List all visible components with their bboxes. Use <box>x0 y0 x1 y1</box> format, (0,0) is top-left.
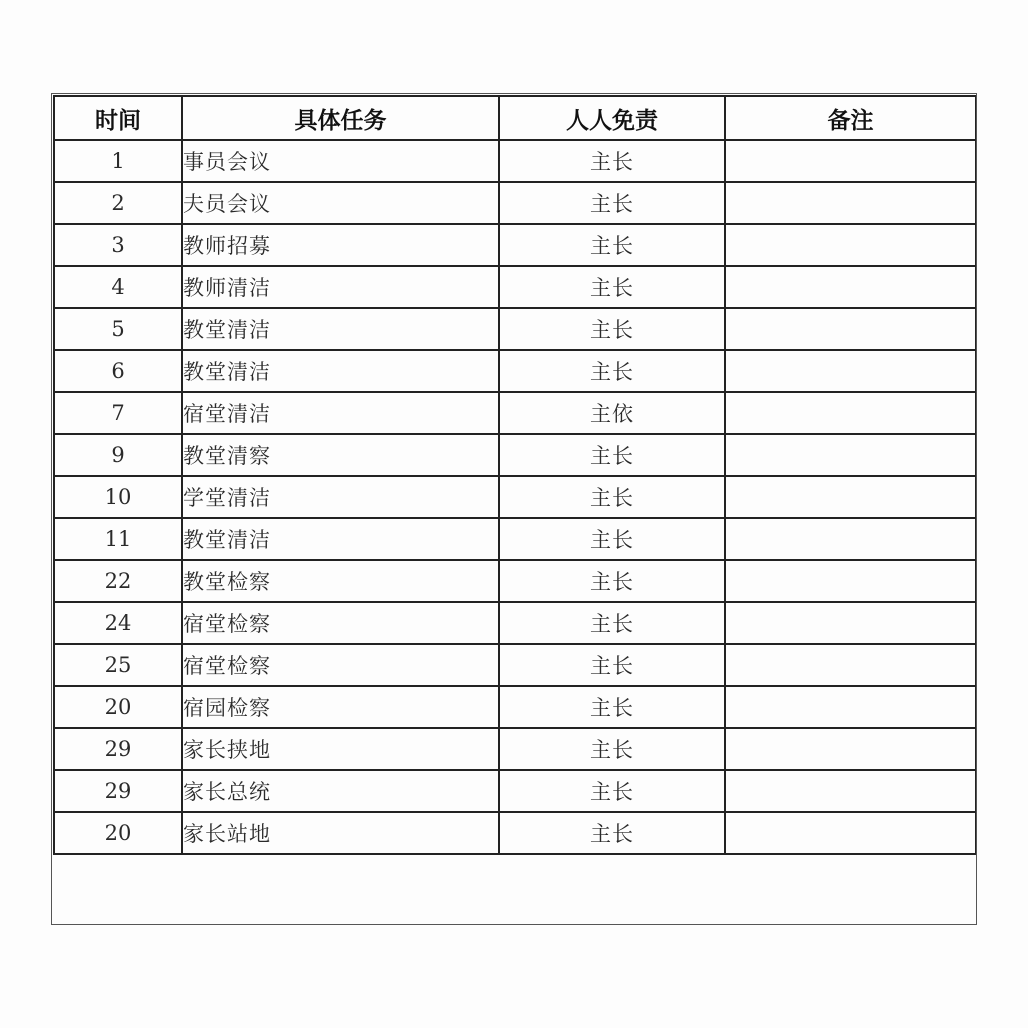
time-cell: 2 <box>54 182 182 224</box>
time-cell: 29 <box>54 770 182 812</box>
time-cell: 20 <box>54 686 182 728</box>
time-cell: 3 <box>54 224 182 266</box>
task-cell: 事员会议 <box>182 140 499 182</box>
note-cell <box>725 728 976 770</box>
owner-cell: 主长 <box>499 308 725 350</box>
owner-cell: 主长 <box>499 266 725 308</box>
header-task: 具体任务 <box>182 96 499 140</box>
table-row <box>54 560 976 602</box>
time-cell: 10 <box>54 476 182 518</box>
table-row <box>54 392 976 434</box>
task-cell: 家长站地 <box>182 812 499 854</box>
table-body <box>54 140 976 854</box>
note-cell <box>725 476 976 518</box>
task-cell: 教师招募 <box>182 224 499 266</box>
note-cell <box>725 602 976 644</box>
task-cell: 教师清洁 <box>182 266 499 308</box>
table-row <box>54 518 976 560</box>
time-cell: 5 <box>54 308 182 350</box>
note-cell <box>725 644 976 686</box>
note-cell <box>725 350 976 392</box>
task-cell: 宿堂检察 <box>182 644 499 686</box>
table-row <box>54 182 976 224</box>
owner-cell: 主长 <box>499 770 725 812</box>
owner-cell: 主长 <box>499 518 725 560</box>
time-cell: 29 <box>54 728 182 770</box>
note-cell <box>725 392 976 434</box>
task-cell: 宿堂检察 <box>182 602 499 644</box>
owner-cell: 主依 <box>499 392 725 434</box>
task-cell: 教堂清洁 <box>182 350 499 392</box>
note-cell <box>725 308 976 350</box>
time-cell: 11 <box>54 518 182 560</box>
time-cell: 25 <box>54 644 182 686</box>
owner-cell: 主长 <box>499 686 725 728</box>
table-row <box>54 644 976 686</box>
table-row <box>54 476 976 518</box>
time-cell: 7 <box>54 392 182 434</box>
task-cell: 教堂清察 <box>182 434 499 476</box>
note-cell <box>725 770 976 812</box>
task-cell: 学堂清洁 <box>182 476 499 518</box>
task-cell: 家长挟地 <box>182 728 499 770</box>
owner-cell: 主长 <box>499 224 725 266</box>
table-row <box>54 308 976 350</box>
owner-cell: 主长 <box>499 644 725 686</box>
table-row <box>54 350 976 392</box>
owner-cell: 主长 <box>499 350 725 392</box>
time-cell: 22 <box>54 560 182 602</box>
header-time: 时间 <box>54 96 182 140</box>
task-cell: 教堂清洁 <box>182 308 499 350</box>
owner-cell: 主长 <box>499 182 725 224</box>
header-row <box>54 96 976 140</box>
note-cell <box>725 812 976 854</box>
owner-cell: 主长 <box>499 728 725 770</box>
time-cell: 24 <box>54 602 182 644</box>
time-cell: 9 <box>54 434 182 476</box>
time-cell: 20 <box>54 812 182 854</box>
table-row <box>54 728 976 770</box>
note-cell <box>725 686 976 728</box>
note-cell <box>725 434 976 476</box>
task-cell: 宿堂清洁 <box>182 392 499 434</box>
table-row <box>54 812 976 854</box>
table-row <box>54 266 976 308</box>
note-cell <box>725 224 976 266</box>
table-row <box>54 140 976 182</box>
owner-cell: 主长 <box>499 140 725 182</box>
owner-cell: 主长 <box>499 560 725 602</box>
time-cell: 4 <box>54 266 182 308</box>
schedule-table <box>53 95 977 855</box>
task-cell: 教堂清洁 <box>182 518 499 560</box>
table-header <box>54 96 976 140</box>
table-row <box>54 770 976 812</box>
task-cell: 家长总统 <box>182 770 499 812</box>
task-cell: 教堂检察 <box>182 560 499 602</box>
note-cell <box>725 140 976 182</box>
note-cell <box>725 560 976 602</box>
table-row <box>54 602 976 644</box>
time-cell: 1 <box>54 140 182 182</box>
task-cell: 夫员会议 <box>182 182 499 224</box>
table-row <box>54 224 976 266</box>
owner-cell: 主长 <box>499 812 725 854</box>
header-note: 备注 <box>725 96 976 140</box>
note-cell <box>725 182 976 224</box>
owner-cell: 主长 <box>499 434 725 476</box>
time-cell: 6 <box>54 350 182 392</box>
note-cell <box>725 266 976 308</box>
owner-cell: 主长 <box>499 602 725 644</box>
note-cell <box>725 518 976 560</box>
header-owner: 人人免责 <box>499 96 725 140</box>
owner-cell: 主长 <box>499 476 725 518</box>
table-row <box>54 686 976 728</box>
table-row <box>54 434 976 476</box>
task-cell: 宿园检察 <box>182 686 499 728</box>
